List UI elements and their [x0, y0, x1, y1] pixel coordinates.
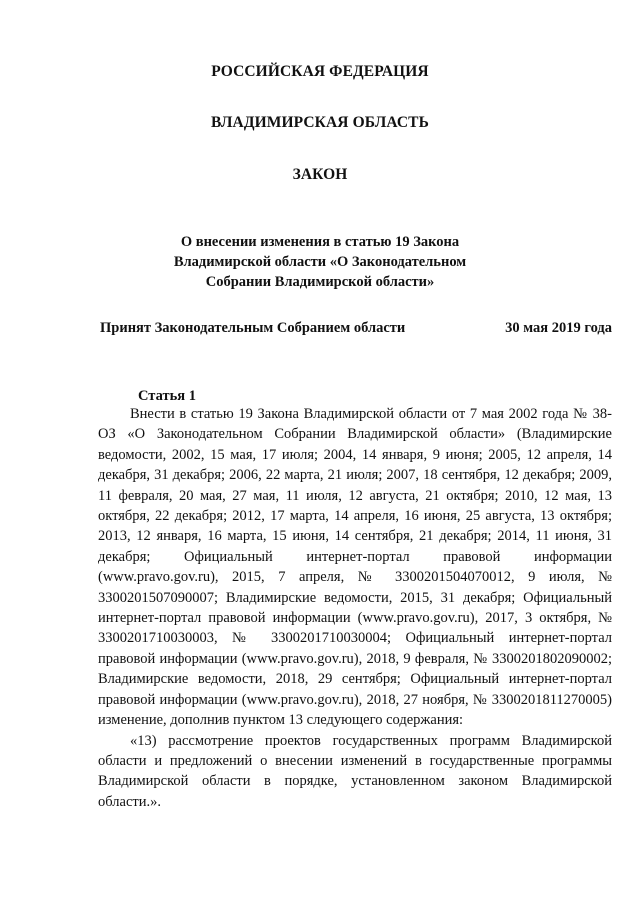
- article-paragraph: Внести в статью 19 Закона Владимирской области от 7 мая 2002 года № 38-ОЗ «О Законодательном Собрании Владимирской области» (Владимирские ведомости, 2002, 15 мая, 17 июля; 2004, 14 января, 9 июня; 2005, 12 апреля, 14 декабря, 31 декабря; 2006, 22 марта, 21 июля; 2007, 18 сентября, 12 декабря; 2009, 11 февраля, 20 мая, 27 мая, 11 июля, 12 августа, 21 октября; 2010, 12 мая, 13 октября, 22 декабря; 2012, 17 марта, 14 апреля, 16 июня, 25 августа, 13 октября; 2013, 12 января, 16 марта, 15 июня, 14 сентября, 21 декабря; 2014, 11 июня, 31 декабря; Официальный интернет-портал правовой информации (www.pravo.gov.ru), 2015, 7 апреля, № 3300201504070012, 9 июля, № 3300201507090007; Владимирские ведомости, 2015, 31 декабря; Официальный интернет-портал правовой информации (www.pravo.gov.ru), 2017, 3 октября, № 3300201710030003, № 3300201710030004; Официальный интернет-портал правовой информации (www.pravo.gov.ru), 2018, 9 февраля, № 3300201802090002; Владимирские ведомости, 2018, 29 сентября; Официальный интернет-портал правовой информации (www.pravo.gov.ru), 2018, 27 ноября, № 3300201811270005) изменение, дополнив пунктом 13 следующего содержания:: [98, 406, 612, 729]
- region-heading: ВЛАДИМИРСКАЯ ОБЛАСТЬ: [211, 114, 429, 131]
- law-title-line: О внесении изменения в статью 19 Закона: [180, 234, 460, 250]
- amendment-paragraph: «13) рассмотрение проектов государственных программ Владимирской области и предложений о внесении изменений в государственные программы Владимирской области в порядке, установленном законом Владимирской области.».: [98, 732, 612, 810]
- adoption-date: 30 мая 2019 года: [505, 320, 612, 336]
- law-title-line: Владимирской области «О Законодательном: [173, 254, 467, 270]
- law-title: [0, 232, 640, 292]
- article-body: [98, 404, 612, 812]
- adoption-text: Принят Законодательным Собранием области: [100, 320, 406, 336]
- document-type-heading: ЗАКОН: [292, 166, 348, 183]
- article-heading: Статья 1: [138, 388, 196, 404]
- country-heading: РОССИЙСКАЯ ФЕДЕРАЦИЯ: [211, 63, 429, 80]
- law-title-line: Собрании Владимирской области»: [205, 274, 435, 290]
